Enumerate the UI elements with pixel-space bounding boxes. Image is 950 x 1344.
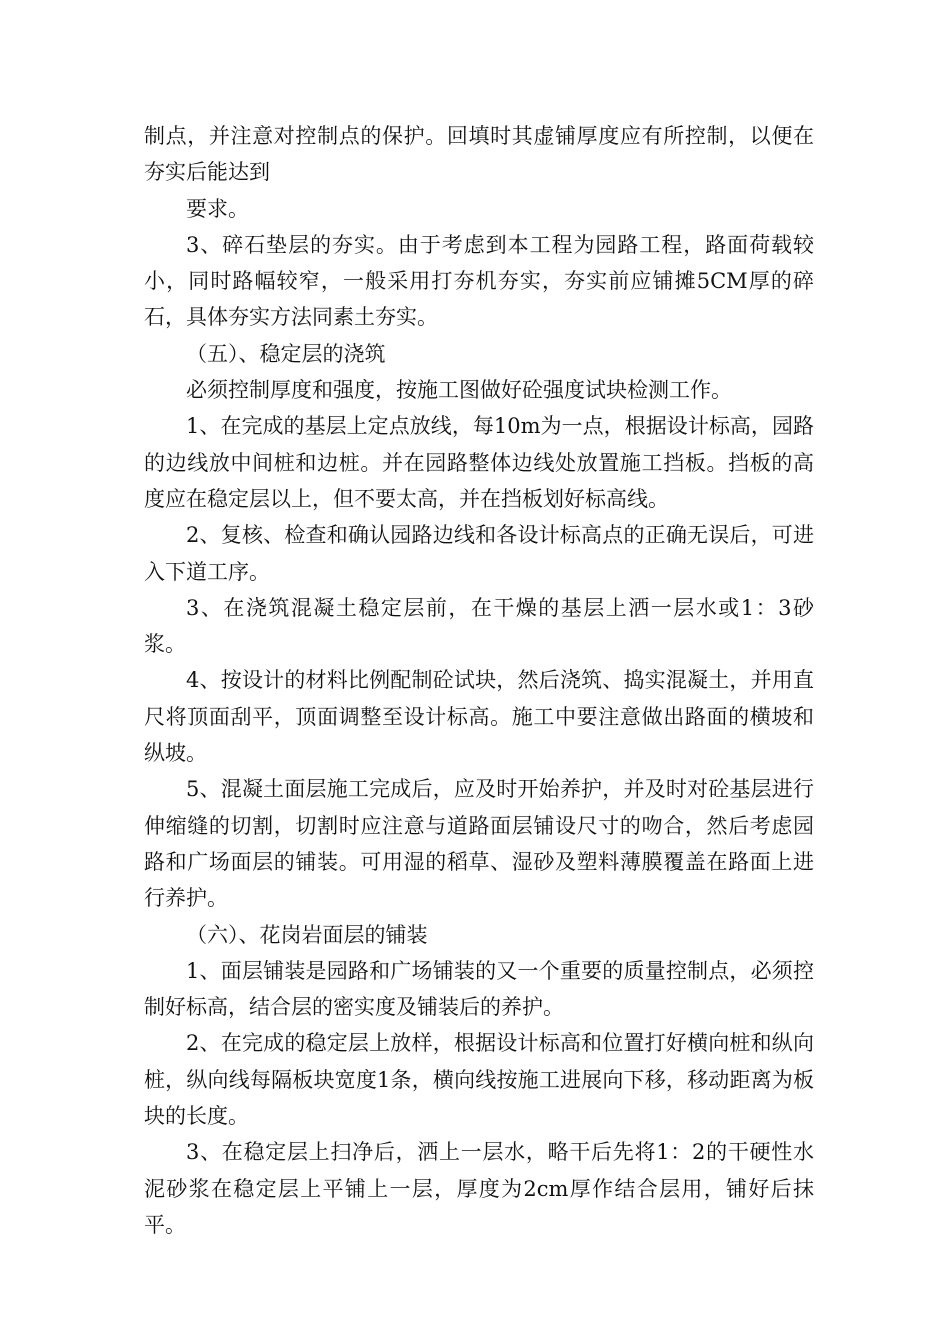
paragraph-granite-step-2: 2、在完成的稳定层上放样，根据设计标高和位置打好横向桩和纵向桩，纵向线每隔板块宽度1条，横向线按施工进展向下移，移动距离为板块的长度。 [144,1031,814,1129]
section-heading-6: （六）、花岗岩面层的铺装 [186,922,428,947]
section-heading-5: （五）、稳定层的浇筑 [186,341,386,366]
paragraph-gravel-compaction: 3、碎石垫层的夯实。由于考虑到本工程为园路工程，路面荷载较小，同时路幅较窄，一般采用打夯机夯实，夯实前应铺摊5CM厚的碎石，具体夯实方法同素土夯实。 [144,232,814,330]
paragraph-step-2: 2、复核、检查和确认园路边线和各设计标高点的正确无误后，可进入下道工序。 [144,523,814,584]
document-body [144,118,814,1243]
paragraph-step-1: 1、在完成的基层上定点放线，每10m为一点，根据设计标高，园路的边线放中间桩和边桩。并在园路整体边线处放置施工挡板。挡板的高度应在稳定层以上，但不要太高，并在挡板划好标高线。 [144,414,814,511]
paragraph-step-3: 3、在浇筑混凝土稳定层前，在干燥的基层上洒一层水或1：3砂浆。 [144,595,814,657]
paragraph-step-5: 5、混凝土面层施工完成后，应及时开始养护，并及时对砼基层进行伸缩缝的切割，切割时应注意与道路面层铺设尺寸的吻合，然后考虑园路和广场面层的铺装。可用湿的稻草、湿砂及塑料薄膜覆盖在路面上进行养护。 [144,777,814,911]
paragraph-requirement: 要求。 [186,196,249,221]
paragraph-continuation: 制点，并注意对控制点的保护。回填时其虚铺厚度应有所控制，以便在夯实后能达到 [144,124,814,185]
paragraph-granite-step-3: 3、在稳定层上扫净后，洒上一层水，略干后先将1：2的干硬性水泥砂浆在稳定层上平铺上一层，厚度为2cm厚作结合层用，铺好后抹平。 [144,1140,814,1237]
paragraph-granite-step-1: 1、面层铺装是园路和广场铺装的又一个重要的质量控制点，必须控制好标高，结合层的密实度及铺装后的养护。 [144,958,814,1020]
paragraph-step-4: 4、按设计的材料比例配制砼试块，然后浇筑、捣实混凝土，并用直尺将顶面刮平，顶面调整至设计标高。施工中要注意做出路面的横坡和纵坡。 [144,668,814,766]
paragraph-thickness-strength: 必须控制厚度和强度，按施工图做好砼强度试块检测工作。 [186,378,732,403]
